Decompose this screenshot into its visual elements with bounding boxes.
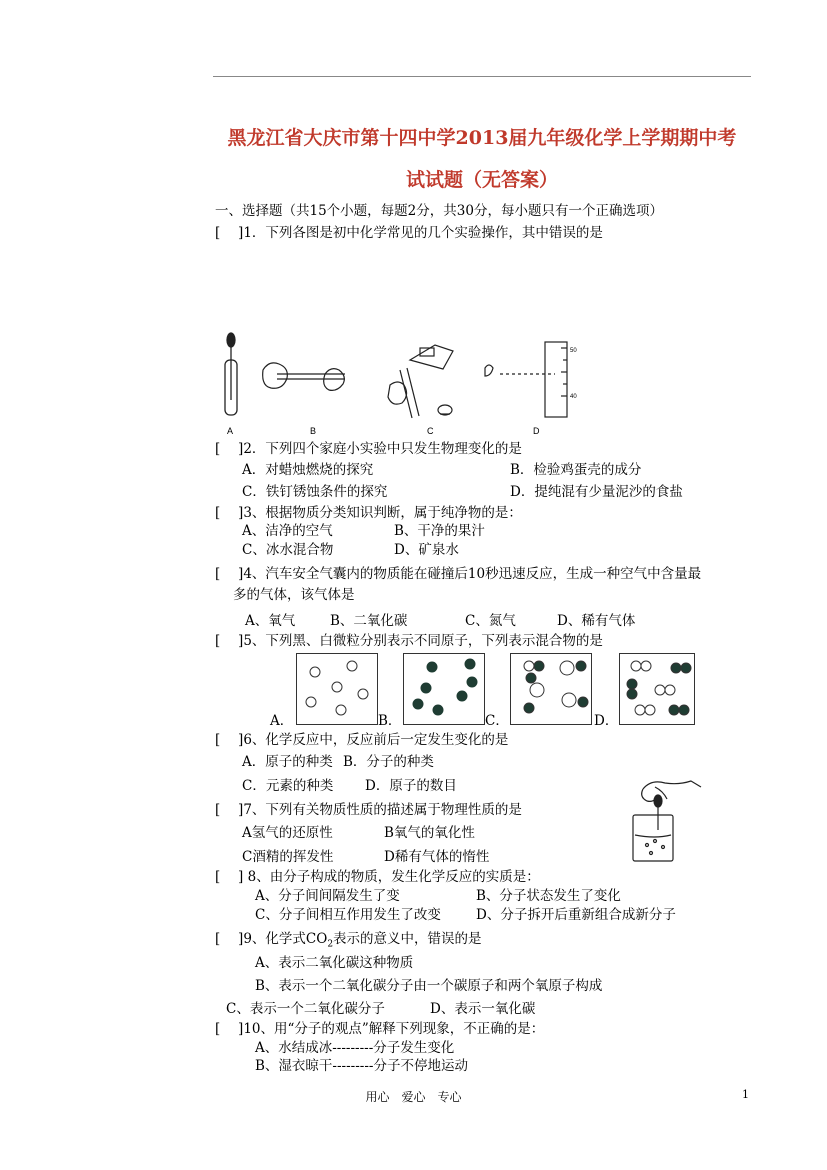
q9-option-a: A、表示二氧化碳这种物质 — [255, 955, 414, 971]
q9-option-b: B、表示一个二氧化碳分子由一个碳原子和两个氧原子构成 — [255, 978, 603, 994]
cylinder-mark-40: 40 — [570, 394, 577, 400]
q2-option-a: A．对蜡烛燃烧的探究 — [242, 462, 374, 478]
q4-option-d: D、稀有气体 — [557, 613, 636, 629]
hands-holding-tube-icon — [263, 363, 345, 391]
q7-option-b: B氧气的氧化性 — [384, 825, 475, 841]
q1-label-d: D — [533, 426, 540, 436]
page-number: 1 — [742, 1088, 749, 1101]
q3-option-c: C、冰水混合物 — [242, 542, 334, 558]
q5-box-c — [510, 653, 592, 725]
q5-box-b — [403, 653, 485, 725]
q6-option-a: A．原子的种类 — [242, 754, 333, 770]
q9-option-c: C、表示一个二氧化碳分子 — [226, 1001, 385, 1017]
q3-option-d: D、矿泉水 — [394, 542, 459, 558]
q1-label-b: B — [310, 426, 317, 436]
q5-label-c: C． — [485, 713, 509, 729]
q2-option-d: D．提纯混有少量泥沙的食盐 — [510, 484, 683, 500]
cylinder-mark-50: 50 — [570, 348, 577, 354]
page-footer: 用心 爱心 专心 — [365, 1090, 462, 1104]
q10-option-b: B、湿衣晾干---------分子不停地运动 — [255, 1058, 468, 1074]
question-4-line-1: [ ]4、汽车安全气囊内的物质能在碰撞后10秒迅速反应，生成一种空气中含量最 — [215, 566, 702, 582]
header-rule — [213, 76, 751, 77]
q4-option-a: A、氧气 — [245, 613, 296, 629]
q8-option-b: B、分子状态发生了变化 — [476, 888, 621, 904]
q3-option-a: A、洁净的空气 — [242, 523, 333, 539]
q4-option-b: B、二氧化碳 — [330, 613, 408, 629]
q6-option-d: D．原子的数目 — [365, 778, 457, 794]
question-4-line-2: 多的气体，该气体是 — [233, 587, 355, 603]
mixed-particles-icon — [620, 654, 694, 724]
q5-label-a: A． — [270, 713, 294, 729]
q7-option-c: C酒精的挥发性 — [242, 849, 334, 865]
pouring-reagent-icon — [388, 345, 453, 418]
q8-option-a: A、分子间间隔发生了变 — [255, 888, 400, 904]
q5-label-b: B． — [378, 713, 402, 729]
q8-option-d: D、分子拆开后重新组合成新分子 — [476, 907, 676, 923]
question-1: [ ]1．下列各图是初中化学常见的几个实验操作，其中错误的是 — [215, 225, 603, 241]
q1-illustration — [215, 330, 585, 440]
q5-box-a — [296, 653, 378, 725]
question-3: [ ]3、根据物质分类知识判断，属于纯净物的是： — [215, 505, 522, 521]
question-9-prefix: [ ]9、化学式CO — [215, 931, 328, 947]
title-line-2: 试试题（无答案） — [405, 169, 558, 191]
q5-box-d — [619, 653, 695, 725]
q7-option-d: D稀有气体的惰性 — [384, 849, 490, 865]
question-7: [ ]7、下列有关物质性质的描述属于物理性质的是 — [215, 802, 522, 818]
question-5: [ ]5、下列黑、白微粒分别表示不同原子，下列表示混合物的是 — [215, 633, 603, 649]
q6-option-c: C．元素的种类 — [242, 778, 334, 794]
q1-label-a: A — [227, 426, 234, 436]
dropper-beaker-illustration — [625, 775, 710, 865]
q9-option-d: D、表示一氧化碳 — [430, 1001, 536, 1017]
q2-option-c: C．铁钉锈蚀条件的探究 — [242, 484, 388, 500]
title-line-1: 黑龙江省大庆市第十四中学2013届九年级化学上学期期中考 — [227, 127, 737, 149]
q7-option-a: A氢气的还原性 — [242, 825, 333, 841]
q2-option-b: B．检验鸡蛋壳的成分 — [510, 462, 642, 478]
q5-label-d: D． — [594, 713, 619, 729]
q10-option-a: A、水结成冰---------分子发生变化 — [255, 1040, 455, 1056]
question-9 — [215, 930, 482, 954]
question-9-suffix: 表示的意义中，错误的是 — [333, 931, 482, 947]
co2-subscript: 2 — [327, 939, 334, 950]
q4-option-c: C、氮气 — [465, 613, 516, 629]
question-8: [ ] 8、由分子构成的物质，发生化学反应的实质是： — [215, 869, 540, 885]
dropper-in-tube-icon — [225, 333, 237, 415]
measuring-cylinder-icon — [485, 342, 567, 417]
question-10: [ ]10、用“分子的观点”解释下列现象，不正确的是： — [215, 1021, 545, 1037]
q1-label-c: C — [427, 426, 434, 436]
black-particles-icon — [404, 654, 484, 724]
q3-option-b: B、干净的果汁 — [394, 523, 485, 539]
molecule-particles-icon — [511, 654, 591, 724]
q6-option-b: B．分子的种类 — [343, 754, 434, 770]
question-2: [ ]2．下列四个家庭小实验中只发生物理变化的是 — [215, 441, 522, 457]
question-6: [ ]6、化学反应中，反应前后一定发生变化的是 — [215, 732, 509, 748]
white-particles-icon — [297, 654, 377, 724]
section-heading: 一、选择题（共15个小题，每题2分，共30分，每小题只有一个正确选项） — [215, 203, 663, 219]
q8-option-c: C、分子间相互作用发生了改变 — [255, 907, 441, 923]
